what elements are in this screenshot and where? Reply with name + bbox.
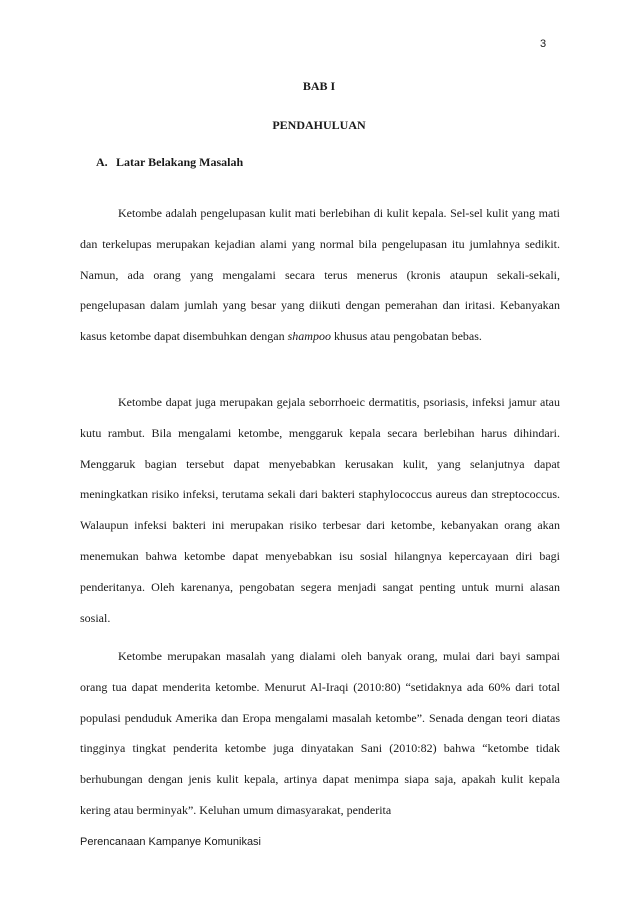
paragraph-1-text-before: Ketombe adalah pengelupasan kulit mati berlebihan di kulit kepala. Sel-sel kulit yang mati dan terkelupas merupakan kejadian alami yang normal bila pengelupasan itu jumlahnya sedikit. Namun, ada orang yang mengalami secara terus menerus (kronis ataupun sekali-sekali, pengelupasan dalam jumlah yang besar yang diikuti dengan pemerahan dan iritasi. Kebanyakan kasus ketombe dapat disembuhkan dengan [80, 206, 560, 344]
section-title: Latar Belakang Masalah [116, 155, 244, 169]
section-heading [96, 155, 243, 170]
paragraph-1 [80, 198, 560, 352]
paragraph-1-emphasis: shampoo [287, 329, 331, 344]
paragraph-2: Ketombe dapat juga merupakan gejala seborrhoeic dermatitis, psoriasis, infeksi jamur atau kutu rambut. Bila mengalami ketombe, menggaruk kepala secara berlebihan harus dihindari. Menggaruk bagian tersebut dapat menyebabkan kerusakan kulit, yang selanjutnya dapat meningkatkan risiko infeksi, terutama sekali dari bakteri staphylococcus aureus dan streptococcus. Walaupun infeksi bakteri ini merupakan risiko terbesar dari ketombe, kebanyakan orang akan menemukan bahwa ketombe dapat menyebabkan isu sosial hilangnya kepercayaan diri bagi penderitanya. Oleh karenanya, pengobatan segera menjadi sangat penting untuk murni alasan sosial. [80, 395, 560, 625]
chapter-label: BAB I [302, 79, 336, 93]
paragraph-1-text-after: khusus atau pengobatan bebas. [333, 329, 482, 344]
paragraph-3: Ketombe merupakan masalah yang dialami oleh banyak orang, mulai dari bayi sampai orang tua dapat menderita ketombe. Menurut Al-Iraqi (2010:80) “setidaknya ada 60% dari total populasi penduduk Amerika dan Eropa mengalami masalah ketombe”. Senada dengan teori diatas tingginya tingkat penderita ketombe juga dinyatakan Sani (2010:82) bahwa “ketombe tidak berhubungan dengan jenis kulit kepala, artinya dapat menimpa siapa saja, apakah kulit kepala kering atau berminyak”. Keluhan umum dimasyarakat, penderita [80, 649, 560, 817]
page-footer: Perencanaan Kampanye Komunikasi [80, 836, 262, 848]
page-number: 3 [540, 38, 547, 50]
section-marker: A. [96, 155, 108, 169]
chapter-title: PENDAHULUAN [272, 118, 366, 132]
